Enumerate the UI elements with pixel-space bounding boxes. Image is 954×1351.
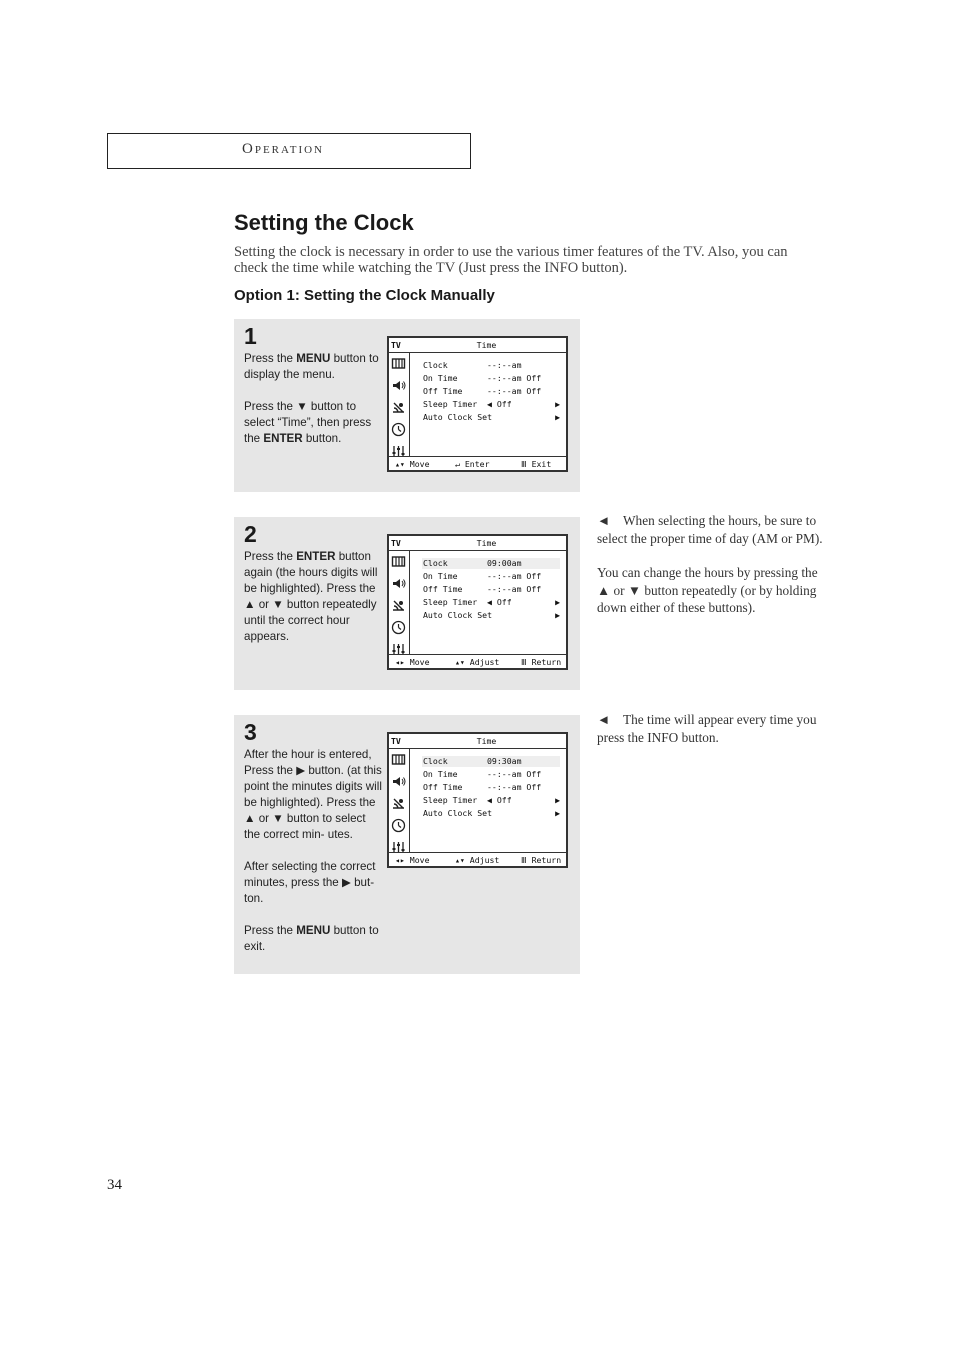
menu-row xyxy=(422,412,560,423)
menu-row-value: ◀ Off xyxy=(487,795,512,805)
note-paragraph: You can change the hours by pressing the ▲ or ▼ button repeatedly (or by holding down either of these buttons). xyxy=(597,565,818,615)
footer-hint: ◂▸ Move xyxy=(395,657,430,667)
menu-row xyxy=(422,558,560,569)
menu-row-value: --:--am Off xyxy=(487,386,542,396)
menu-row xyxy=(422,769,560,780)
note-paragraph: ◄ The time will appear every time you press the INFO button. xyxy=(597,712,817,745)
step-panel xyxy=(234,715,580,974)
menu-footer xyxy=(389,654,566,668)
menu-row-label: Off Time xyxy=(423,584,463,594)
instruction-paragraph: After selecting the correct minutes, press the ▶ but- ton. xyxy=(244,860,376,905)
instruction-paragraph: Press the MENU button to display the menu. xyxy=(244,352,379,381)
menu-footer xyxy=(389,456,566,470)
menu-row-label: On Time xyxy=(423,769,458,779)
antenna-icon xyxy=(391,598,406,613)
menu-row xyxy=(422,795,560,806)
footer-hint: ▴▾ Move xyxy=(395,459,430,469)
step-instructions xyxy=(244,351,384,463)
menu-row-value: 09:30am xyxy=(487,756,522,766)
menu-header xyxy=(389,536,566,551)
menu-row-label: Auto Clock Set xyxy=(423,610,493,620)
menu-row-label: Off Time xyxy=(423,386,463,396)
menu-row-label: Clock xyxy=(423,558,448,568)
instruction-paragraph: Press the ENTER button again (the hours digits will be highlighted). Press the ▲ or ▼ button repeatedly until the correct hour appears. xyxy=(244,550,378,643)
menu-row xyxy=(422,782,560,793)
step-number: 3 xyxy=(244,719,257,745)
instruction-paragraph: After the hour is entered, Press the ▶ button. (at this point the minutes digits will be highlighted). Press the ▲ or ▼ button to select the correct min- utes. xyxy=(244,748,382,841)
menu-header xyxy=(389,734,566,749)
note-arrow-icon: ◄ xyxy=(597,513,611,528)
menu-grid-icon xyxy=(391,356,406,371)
menu-row-label: Sleep Timer xyxy=(423,399,478,409)
side-note xyxy=(597,512,825,634)
menu-title: Time xyxy=(476,340,497,350)
button-name: MENU xyxy=(296,924,331,937)
menu-icon-column xyxy=(389,550,410,654)
menu-row xyxy=(422,584,560,595)
menu-row-value: ◀ Off xyxy=(487,399,512,409)
menu-row-value: --:--am Off xyxy=(487,782,542,792)
menu-grid-icon xyxy=(391,554,406,569)
menu-row-label: Auto Clock Set xyxy=(423,412,493,422)
footer-hint: ▴▾ Adjust xyxy=(455,855,500,865)
menu-footer xyxy=(389,852,566,866)
step-panel xyxy=(234,319,580,492)
tv-menu-screen xyxy=(387,534,568,670)
menu-row-value: --:--am Off xyxy=(487,373,542,383)
note-paragraph: ◄ When selecting the hours, be sure to select the proper time of day (AM or PM). xyxy=(597,513,823,546)
menu-row-label: Auto Clock Set xyxy=(423,808,493,818)
menu-row-value: 09:00am xyxy=(487,558,522,568)
footer-hint: ▴▾ Adjust xyxy=(455,657,500,667)
menu-row-label: Off Time xyxy=(423,782,463,792)
antenna-icon xyxy=(391,400,406,415)
button-name: ENTER xyxy=(296,550,336,563)
menu-header xyxy=(389,338,566,353)
menu-icon-column xyxy=(389,748,410,852)
menu-tv-label: TV xyxy=(391,736,401,746)
menu-row-label: On Time xyxy=(423,571,458,581)
side-note xyxy=(597,711,825,763)
menu-icon-column xyxy=(389,352,410,456)
menu-row xyxy=(422,571,560,582)
right-arrow-icon: ▶ xyxy=(555,412,560,422)
clock-icon xyxy=(391,620,406,635)
right-arrow-icon: ▶ xyxy=(555,399,560,409)
menu-row-label: Sleep Timer xyxy=(423,795,478,805)
menu-row xyxy=(422,386,560,397)
menu-row xyxy=(422,808,560,819)
page-title: Setting the Clock xyxy=(234,210,414,235)
clock-icon xyxy=(391,818,406,833)
menu-row xyxy=(422,373,560,384)
speaker-icon xyxy=(391,576,406,591)
right-arrow-icon: ▶ xyxy=(555,795,560,805)
menu-row-value: --:--am Off xyxy=(487,584,542,594)
menu-row-value: --:--am Off xyxy=(487,571,542,581)
menu-row xyxy=(422,756,560,767)
menu-row xyxy=(422,597,560,608)
menu-row-label: Clock xyxy=(423,756,448,766)
menu-title: Time xyxy=(476,538,497,548)
menu-row-label: On Time xyxy=(423,373,458,383)
footer-hint: Ⅲ Return xyxy=(521,657,562,667)
clock-icon xyxy=(391,422,406,437)
speaker-icon xyxy=(391,378,406,393)
menu-row-value: ◀ Off xyxy=(487,597,512,607)
antenna-icon xyxy=(391,796,406,811)
right-arrow-icon: ▶ xyxy=(555,597,560,607)
menu-row xyxy=(422,610,560,621)
button-name: ENTER xyxy=(263,432,303,445)
menu-grid-icon xyxy=(391,752,406,767)
footer-hint: Ⅲ Return xyxy=(521,855,562,865)
speaker-icon xyxy=(391,774,406,789)
step-number: 1 xyxy=(244,323,257,349)
footer-hint: ↵ Enter xyxy=(455,459,490,469)
menu-row-value: --:--am Off xyxy=(487,769,542,779)
footer-hint: ◂▸ Move xyxy=(395,855,430,865)
menu-tv-label: TV xyxy=(391,340,401,350)
note-arrow-icon: ◄ xyxy=(597,712,611,727)
footer-hint: Ⅲ Exit xyxy=(521,459,552,469)
step-panel xyxy=(234,517,580,690)
menu-row xyxy=(422,399,560,410)
menu-title: Time xyxy=(476,736,497,746)
intro-text: Setting the clock is necessary in order to use the various timer features of the TV. Also, you can check the time while watching the TV (Just press the INFO button). xyxy=(234,244,788,276)
menu-row xyxy=(422,360,560,371)
section-label: Operation xyxy=(242,141,325,157)
right-arrow-icon: ▶ xyxy=(555,808,560,818)
menu-row-value: --:--am xyxy=(487,360,522,370)
tv-menu-screen xyxy=(387,732,568,868)
instruction-paragraph: Press the ▼ button to select “Time”, then press the ENTER button. xyxy=(244,400,372,445)
menu-row-label: Sleep Timer xyxy=(423,597,478,607)
section-header xyxy=(107,133,471,169)
button-name: MENU xyxy=(296,352,331,365)
step-instructions xyxy=(244,747,384,971)
right-arrow-icon: ▶ xyxy=(555,610,560,620)
menu-tv-label: TV xyxy=(391,538,401,548)
menu-row-label: Clock xyxy=(423,360,448,370)
step-instructions xyxy=(244,549,384,661)
tv-menu-screen xyxy=(387,336,568,472)
option-subtitle: Option 1: Setting the Clock Manually xyxy=(234,287,495,304)
step-number: 2 xyxy=(244,521,257,547)
instruction-paragraph: Press the MENU button to exit. xyxy=(244,924,379,953)
page-number: 34 xyxy=(107,1177,122,1193)
